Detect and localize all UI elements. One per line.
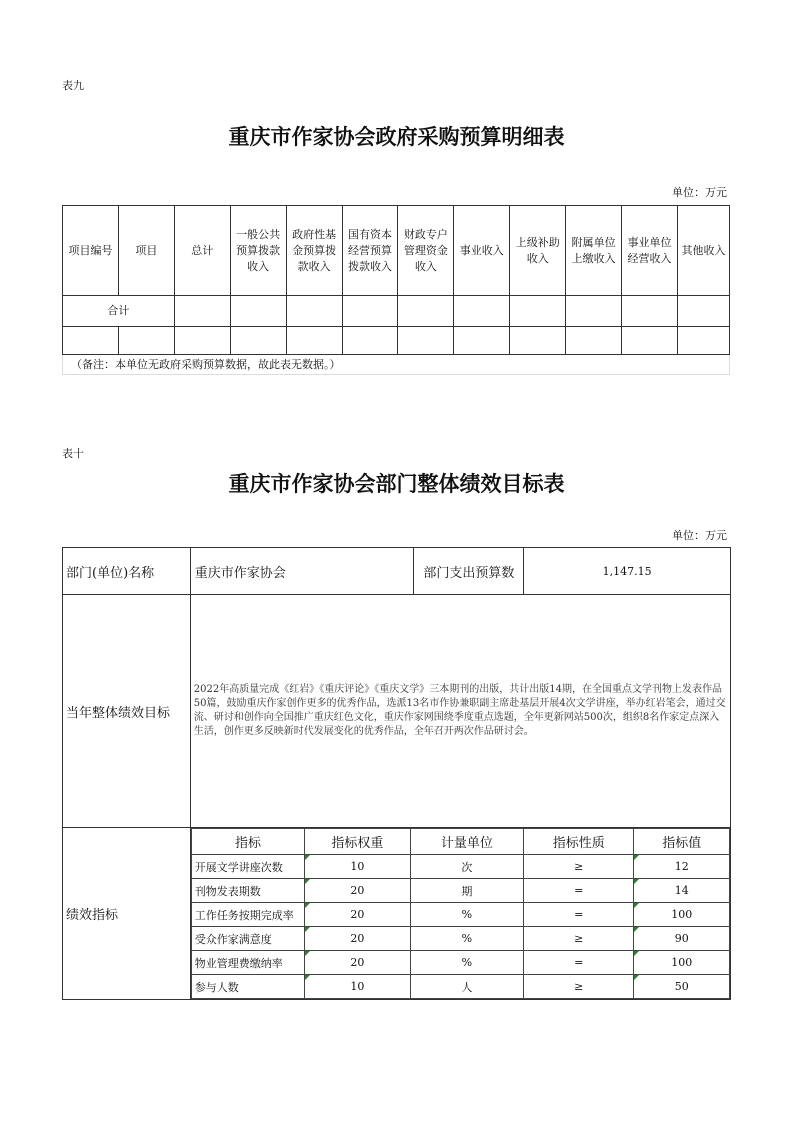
indicator-value: 90 — [634, 927, 730, 951]
column-header-line: 上级补助 — [515, 235, 560, 249]
table-cell — [174, 327, 230, 355]
indicator-weight: 10 — [305, 975, 410, 999]
indicator-row — [191, 975, 729, 999]
table-cell — [398, 296, 454, 327]
indicator-row — [191, 879, 729, 903]
column-header — [286, 206, 342, 296]
indicator-nature: = — [524, 951, 634, 975]
column-header-line: 事业单位 — [627, 235, 672, 249]
column-header — [454, 206, 510, 296]
table-note: （备注：本单位无政府采购预算数据，故此表无数据。） — [63, 355, 730, 375]
indicator-nature: = — [524, 903, 634, 927]
indicator-row — [191, 855, 729, 879]
column-header — [622, 206, 678, 296]
indicator-column-header: 指标性质 — [524, 829, 634, 855]
table-cell — [566, 296, 622, 327]
indicator-nature: = — [524, 879, 634, 903]
column-header-line: 政府性基 — [292, 227, 337, 241]
table-cell — [342, 327, 398, 355]
column-header-line: 事业收入 — [459, 243, 504, 257]
column-header-line: 收入 — [247, 259, 270, 273]
indicator-name: 物业管理费缴纳率 — [191, 951, 304, 975]
annual-goal-text: 2022年高质量完成《红岩》《重庆评论》《重庆文学》三本期刊的出版，共计出版14期，在全国重点文学刊物上发表作品50篇，鼓励重庆作家创作更多的优秀作品，选派13名市作协兼职副主席赴基层开展4次文学讲座，举办红岩笔会，通过交流、研讨和创作向全国推广重庆红色文化，重庆作家网围绕季度重点选题，全年更新网站500次，组织8名作家定点深入生活，创作更多反映新时代发展变化的优秀作品，全年召开两次作品研讨会。 — [190, 595, 730, 828]
column-header-line: 项目编号 — [68, 243, 113, 257]
column-header-line: 收入 — [526, 251, 549, 265]
indicator-column-header: 指标 — [191, 829, 304, 855]
indicator-row — [191, 927, 729, 951]
performance-table — [62, 547, 731, 1000]
table10-label: 表十 — [62, 447, 84, 460]
table-cell — [510, 296, 566, 327]
indicator-name: 刊物发表期数 — [191, 879, 304, 903]
indicator-row — [191, 903, 729, 927]
indicator-nature: ≥ — [524, 927, 634, 951]
table10-title: 重庆市作家协会部门整体绩效目标表 — [228, 471, 565, 496]
indicator-unit: 期 — [410, 879, 523, 903]
budget-label: 部门支出预算数 — [414, 548, 524, 595]
table-header-row — [63, 206, 730, 296]
table-cell — [63, 327, 119, 355]
column-header-line: 管理资金 — [403, 243, 448, 257]
column-header — [63, 206, 119, 296]
indicator-column-header: 指标值 — [634, 829, 730, 855]
column-header — [342, 206, 398, 296]
column-header — [566, 206, 622, 296]
column-header-line: 项目 — [135, 243, 158, 257]
indicator-unit: % — [410, 903, 523, 927]
indicator-value: 100 — [634, 903, 730, 927]
table9-unit: 单位：万元 — [672, 186, 727, 199]
annual-goal-label: 当年整体绩效目标 — [63, 595, 191, 828]
column-header-line: 财政专户 — [403, 227, 448, 241]
dept-name-label: 部门(单位)名称 — [63, 548, 191, 595]
indicator-weight: 20 — [305, 927, 410, 951]
budget-value: 1,147.15 — [524, 548, 731, 595]
table9-label: 表九 — [62, 79, 84, 92]
column-header-line: 一般公共 — [236, 227, 281, 241]
indicator-name: 受众作家满意度 — [191, 927, 304, 951]
table-cell — [622, 327, 678, 355]
table-row — [63, 296, 730, 327]
indicator-weight: 10 — [305, 855, 410, 879]
table-cell — [677, 327, 729, 355]
column-header-line: 经营收入 — [627, 251, 672, 265]
table-cell — [510, 327, 566, 355]
indicator-column-header: 计量单位 — [410, 829, 523, 855]
table-row — [63, 327, 730, 355]
column-header — [118, 206, 174, 296]
table-cell — [566, 327, 622, 355]
total-label: 合计 — [63, 296, 175, 327]
column-header-line: 国有资本 — [347, 227, 392, 241]
column-header-line: 上缴收入 — [571, 251, 616, 265]
indicator-unit: % — [410, 927, 523, 951]
table-cell — [230, 327, 286, 355]
table-cell — [118, 327, 174, 355]
procurement-table — [62, 205, 730, 375]
column-header — [677, 206, 729, 296]
column-header-line: 金预算拨 — [292, 243, 337, 257]
indicator-name: 开展文学讲座次数 — [191, 855, 304, 879]
indicator-header-row — [191, 829, 729, 855]
column-header — [174, 206, 230, 296]
table-cell — [622, 296, 678, 327]
table-cell — [342, 296, 398, 327]
table-cell — [230, 296, 286, 327]
indicator-weight: 20 — [305, 951, 410, 975]
table-cell — [174, 296, 230, 327]
indicator-name: 参与人数 — [191, 975, 304, 999]
indicator-nature: ≥ — [524, 975, 634, 999]
indicator-weight: 20 — [305, 879, 410, 903]
indicator-label: 绩效指标 — [63, 828, 191, 1000]
column-header-line: 收入 — [414, 259, 437, 273]
indicator-weight: 20 — [305, 903, 410, 927]
table-cell — [286, 296, 342, 327]
indicator-value: 12 — [634, 855, 730, 879]
column-header — [230, 206, 286, 296]
table9-title: 重庆市作家协会政府采购预算明细表 — [228, 124, 565, 149]
table10-unit: 单位：万元 — [672, 529, 727, 542]
indicator-column-header: 指标权重 — [305, 829, 410, 855]
indicator-value: 50 — [634, 975, 730, 999]
indicator-row — [191, 951, 729, 975]
column-header-line: 其他收入 — [681, 243, 726, 257]
table-cell — [677, 296, 729, 327]
table-cell — [398, 327, 454, 355]
indicator-unit: 次 — [410, 855, 523, 879]
column-header — [510, 206, 566, 296]
column-header-line: 预算拨款 — [236, 243, 281, 257]
table-cell — [454, 327, 510, 355]
table-cell — [286, 327, 342, 355]
column-header-line: 附属单位 — [571, 235, 616, 249]
column-header-line: 拨款收入 — [347, 259, 392, 273]
indicator-unit: 人 — [410, 975, 523, 999]
indicator-nature: ≥ — [524, 855, 634, 879]
table-cell — [454, 296, 510, 327]
column-header-line: 总计 — [191, 243, 214, 257]
indicator-unit: % — [410, 951, 523, 975]
indicator-value: 100 — [634, 951, 730, 975]
dept-name-value: 重庆市作家协会 — [190, 548, 414, 595]
column-header-line: 款收入 — [297, 259, 331, 273]
indicator-value: 14 — [634, 879, 730, 903]
indicator-name: 工作任务按期完成率 — [191, 903, 304, 927]
column-header — [398, 206, 454, 296]
column-header-line: 经营预算 — [347, 243, 392, 257]
indicator-table — [191, 828, 730, 999]
